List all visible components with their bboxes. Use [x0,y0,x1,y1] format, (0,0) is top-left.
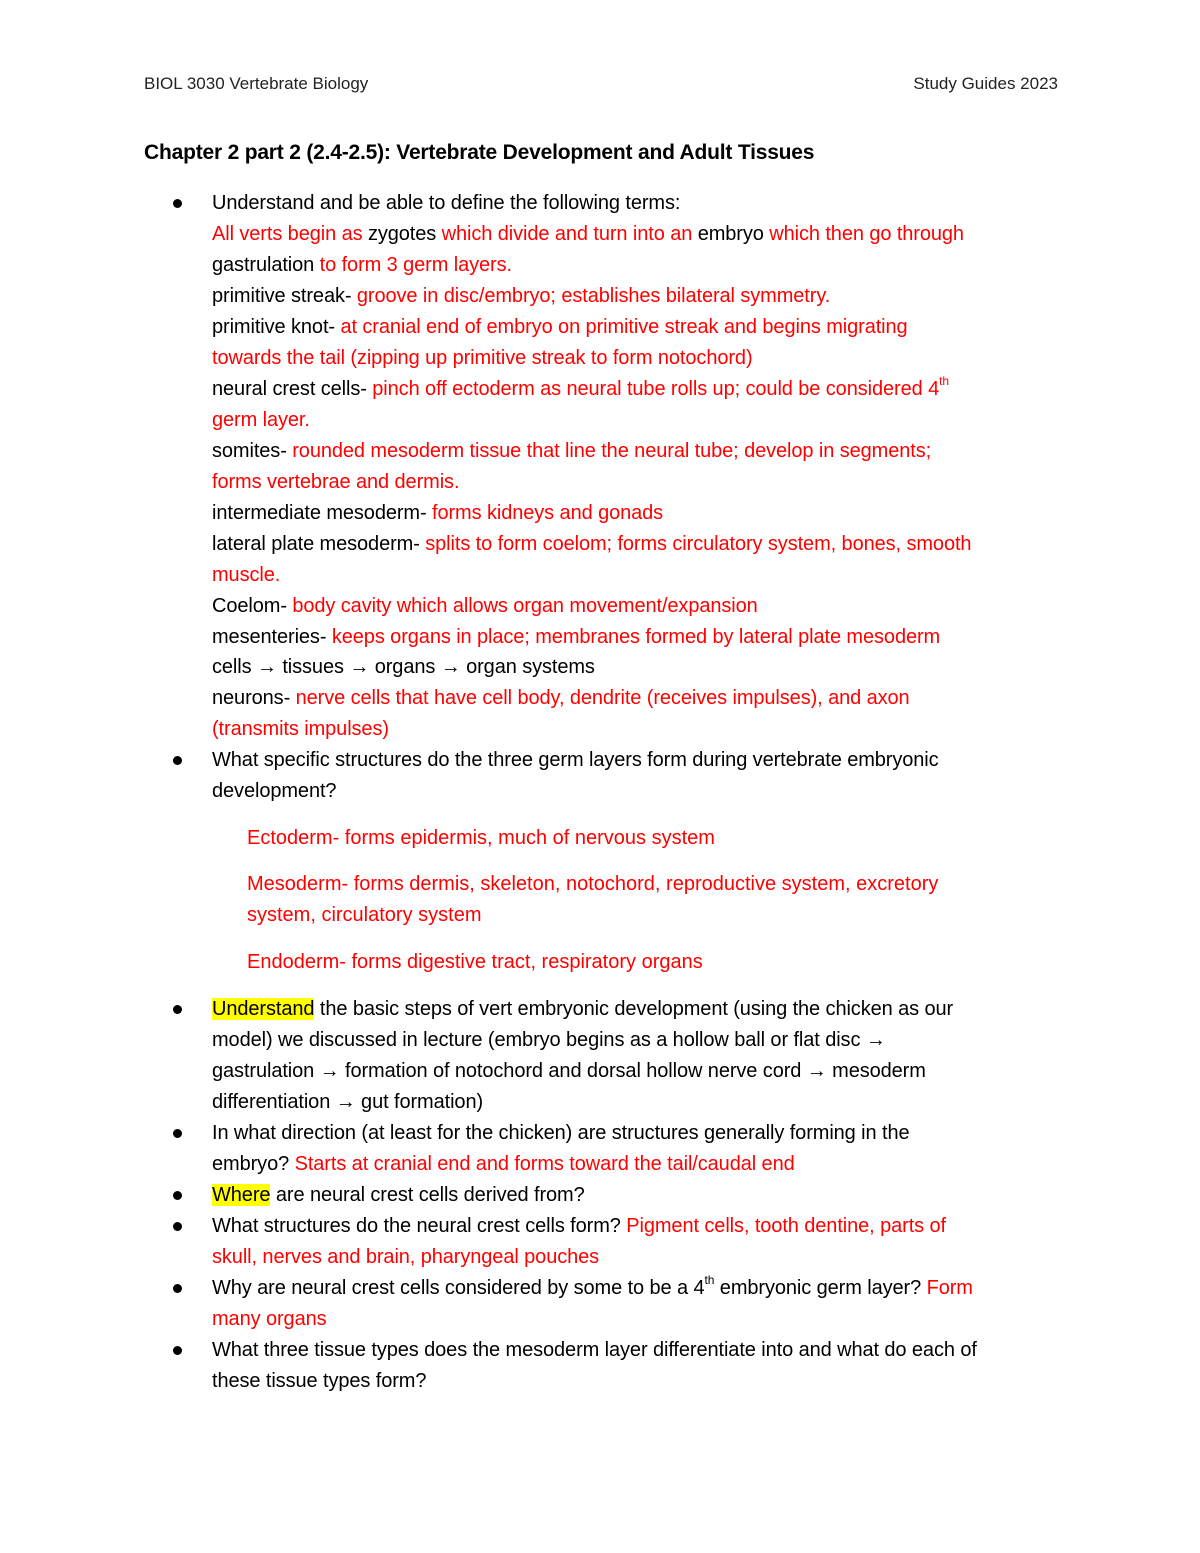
q1-l1a: All verts begin as [212,223,368,245]
term-label: mesenteries- [212,626,332,648]
term-mesenteries [212,622,940,653]
q3-line2 [212,1025,886,1056]
term-neural-crest [212,374,949,405]
superscript-th: th [939,374,949,389]
term-lateral-plate-cont: muscle. [212,564,281,586]
answer-ectoderm: Ectoderm- forms epidermis, much of nervous system [247,827,715,849]
q5-line [212,1180,585,1211]
bullet-dot [173,1222,182,1231]
crest-def: pinch off ectoderm as neural tube rolls up; could be considered 4 [372,378,940,400]
term-neural-crest-cont: germ layer. [212,409,310,431]
q4-line1: In what direction (at least for the chicken) are structures generally forming in the [212,1122,910,1144]
term-definition [372,374,949,400]
arrow-icon: → [865,1029,886,1051]
q3-l3a: gastrulation [212,1060,320,1082]
term-coelom [212,591,758,622]
q2-line1: What specific structures do the three germ layers form during vertebrate embryonic [212,749,939,771]
q2-line2: development? [212,780,337,802]
q6-line1 [212,1211,946,1242]
q3-l3c: mesoderm [826,1060,926,1082]
highlighted-word: Where [212,1184,271,1206]
chapter-title: Chapter 2 part 2 (2.4-2.5): Vertebrate Development and Adult Tissues [144,141,815,164]
hier-tissues: tissues [276,656,350,678]
term-label: neurons- [212,687,296,709]
term-definition: forms kidneys and gonads [432,502,664,524]
bullet-dot [173,199,182,208]
hier-organs: organs [369,656,441,678]
bullet-dot [173,1191,182,1200]
q1-l1b: zygotes [367,223,437,245]
term-neurons [212,683,910,714]
answer-mesoderm-cont: system, circulatory system [247,904,482,926]
term-definition: nerve cells that have cell body, dendrite (receives impulses), and axon [295,687,910,709]
q6-line2: skull, nerves and brain, pharyngeal pouches [212,1246,600,1268]
q4-answer: Starts at cranial end and forms toward the tail/caudal end [294,1153,795,1175]
q3-line3 [212,1056,926,1087]
arrow-icon: → [335,1091,356,1113]
q3-line1 [212,994,953,1025]
term-label: neural crest cells- [212,378,373,400]
term-primitive-knot-cont: towards the tail (zipping up primitive streak to form notochord) [212,347,753,369]
term-definition: rounded mesoderm tissue that line the neural tube; develop in segments; [292,440,932,462]
term-lateral-plate [212,529,971,560]
q1-l1c: which divide and turn into an [436,223,698,245]
q1-l1d: embryo [697,223,764,245]
answer-mesoderm: Mesoderm- forms dermis, skeleton, notochord, reproductive system, excretory [247,873,939,895]
q5-rest: are neural crest cells derived from? [270,1184,585,1206]
q3-l2: model) we discussed in lecture (embryo begins as a hollow ball or flat disc [212,1029,866,1051]
header-course: BIOL 3030 Vertebrate Biology [144,74,369,93]
q1-l2b: to form 3 germ layers. [314,254,512,276]
q6-answer: Pigment cells, tooth dentine, parts of [626,1215,946,1237]
q1-prompt: Understand and be able to define the following terms: [212,192,681,214]
term-primitive-streak [212,281,830,312]
term-definition: at cranial end of embryo on primitive streak and begins migrating [340,316,908,338]
hier-organ-systems: organ systems [460,656,595,678]
q3-l4b: gut formation) [355,1091,484,1113]
term-label: intermediate mesoderm- [212,502,433,524]
term-somites-cont: forms vertebrae and dermis. [212,471,460,493]
q7-line2: many organs [212,1308,327,1330]
term-label: somites- [212,440,293,462]
term-label: primitive knot- [212,316,341,338]
highlighted-word: Understand [212,998,315,1020]
term-definition: splits to form coelom; forms circulatory system, bones, smooth [425,533,972,555]
arrow-icon: → [256,656,277,678]
arrow-icon: → [319,1060,340,1082]
term-primitive-knot [212,312,908,343]
q1-l1e: which then go through [763,223,964,245]
term-definition: keeps organs in place; membranes formed by lateral plate mesoderm [331,626,941,648]
term-label: lateral plate mesoderm- [212,533,426,555]
q7-line1 [212,1273,973,1304]
term-label: Coelom- [212,595,293,617]
q3-line4 [212,1087,483,1118]
term-definition: body cavity which allows organ movement/expansion [292,595,758,617]
bullet-dot [173,1284,182,1293]
q7-answer: Form [926,1277,973,1299]
term-neurons-cont: (transmits impulses) [212,718,389,740]
q1-l2a: gastrulation [212,254,315,276]
term-intermediate-mesoderm [212,498,663,529]
bullet-dot [173,1005,182,1014]
q4-l2a: embryo? [212,1153,295,1175]
term-label: primitive streak- [212,285,357,307]
q6-question: What structures do the neural crest cells form? [212,1215,627,1237]
q8-line2: these tissue types form? [212,1370,427,1392]
bullet-dot [173,1346,182,1355]
bullet-dot [173,756,182,765]
arrow-icon: → [349,656,370,678]
arrow-icon: → [806,1060,827,1082]
q4-line2 [212,1149,795,1180]
q3-l1: the basic steps of vert embryonic development (using the chicken as our [314,998,954,1020]
hier-cells: cells [212,656,257,678]
q3-l3b: formation of notochord and dorsal hollow nerve cord [339,1060,807,1082]
q1-line-gastrulation [212,250,512,281]
q7-l1b: embryonic germ layer? [714,1277,927,1299]
hierarchy-line [212,652,595,683]
q8-line1: What three tissue types does the mesoderm layer differentiate into and what do each of [212,1339,977,1361]
arrow-icon: → [440,656,461,678]
superscript-th: th [704,1273,715,1288]
q3-l4a: differentiation [212,1091,336,1113]
answer-endoderm: Endoderm- forms digestive tract, respiratory organs [247,951,703,973]
q1-line-zygotes [212,219,964,250]
bullet-dot [173,1129,182,1138]
q7-l1a: Why are neural crest cells considered by some to be a 4 [212,1277,705,1299]
header-guide: Study Guides 2023 [913,74,1058,93]
term-definition: groove in disc/embryo; establishes bilateral symmetry. [356,285,831,307]
term-somites [212,436,931,467]
